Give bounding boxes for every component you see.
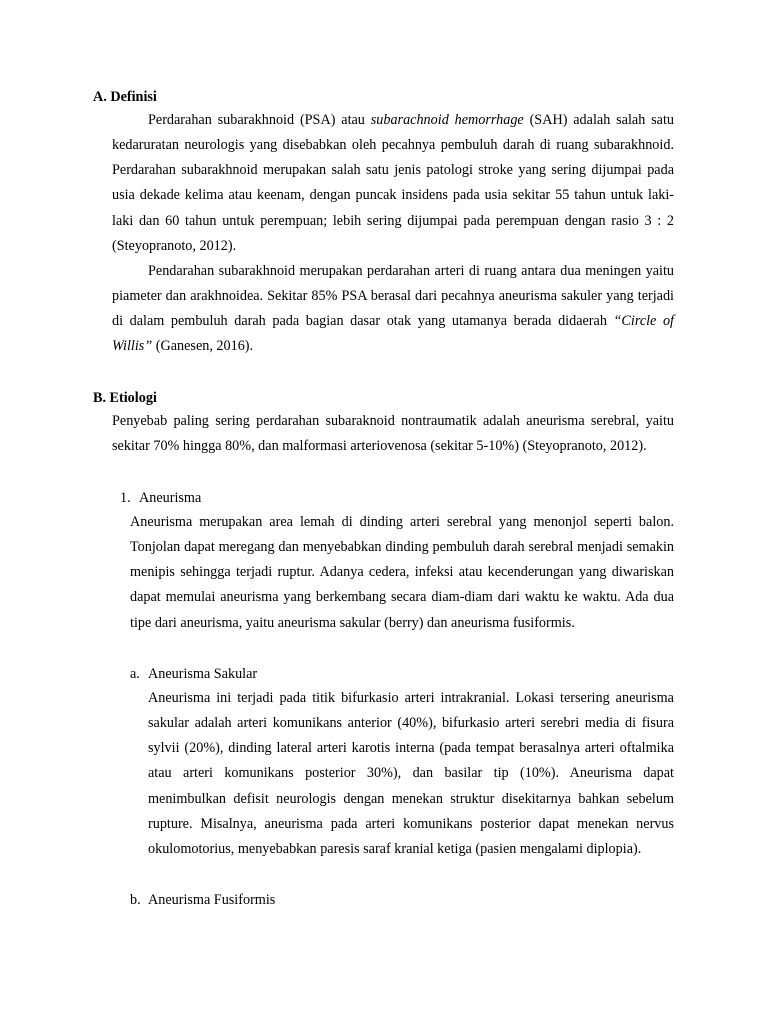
sub-item-b-title: b. Aneurisma Fusiformis xyxy=(130,892,276,908)
section-a-paragraph-1: Perdarahan subarakhnoid (PSA) atau subarachnoid hemorrhage (SAH) adalah salah satu kedaruratan neurologis yang disebabkan oleh pecahnya pembuluh darah di ruang subarakhnoid. Perdarahan subarakhnoid merupakan salah satu jenis patologi stroke yang sering dijumpai pada usia dekade kelima atau keenam, dengan puncak insidens pada usia sekitar 55 tahun untuk laki-laki dan 60 tahun untuk perempuan; lebih sering dijumpai pada perempuan dengan rasio 3 : 2 (Steyopranoto, 2012). xyxy=(112,112,674,254)
term-italic: subarachnoid hemorrhage xyxy=(370,112,524,128)
circle-of-willis-italic: “Circle of Willis” xyxy=(112,313,674,355)
section-a-paragraph-2: Pendarahan subarakhnoid merupakan perdarahan arteri di ruang antara dua meningen yaitu piameter dan arakhnoidea. Sekitar 85% PSA berasal dari pecahnya aneurisma sakuler yang terjadi di dalam pembuluh darah pada bagian dasar otak yang utamanya berada didaerah “Circle of Willis” (Ganesen, 2016). xyxy=(112,263,674,355)
list-item-1-body: Aneurisma merupakan area lemah di dinding arteri serebral yang menonjol seperti balon. Tonjolan dapat meregang dan menyebabkan dinding pembuluh darah serebral menjadi semakin menipis sehingga terjadi ruptur. Adanya cedera, infeksi atau kecenderungan yang diwariskan dapat memulai aneurisma yang berkembang secara diam-diam dari waktu ke waktu. Ada dua tipe dari aneurisma, yaitu aneurisma sakular (berry) dan aneurisma fusiformis. xyxy=(130,514,674,631)
sub-item-a-body: Aneurisma ini terjadi pada titik bifurkasio arteri intrakranial. Lokasi tersering aneurisma sakular adalah arteri komunikans anterior (40%), bifurkasio arteri serebri media di fisura sylvii (20%), dinding lateral arteri karotis interna (pada tempat berasalnya arteri oftalmika atau arteri komunikans posterior 30%), dan basilar tip (10%). Aneurisma dapat menimbulkan defisit neurologis dengan menekan struktur disekitarnya bahkan sebelum rupture. Misalnya, aneurisma pada arteri komunikans posterior dapat menekan nervus okulomotorius, menyebabkan paresis saraf kranial ketiga (pasien mengalami diplopia). xyxy=(148,690,674,857)
list-item-1-title: 1. Aneurisma xyxy=(120,490,202,506)
section-b-intro: Penyebab paling sering perdarahan subaraknoid nontraumatik adalah aneurisma serebral, yaitu sekitar 70% hingga 80%, dan malformasi arteriovenosa (sekitar 5-10%) (Steyopranoto, 2012). xyxy=(112,413,674,455)
section-b-heading: B. Etiologi xyxy=(93,390,157,406)
sub-item-a-title: a. Aneurisma Sakular xyxy=(130,666,258,682)
section-a-heading: A. Definisi xyxy=(93,89,157,105)
